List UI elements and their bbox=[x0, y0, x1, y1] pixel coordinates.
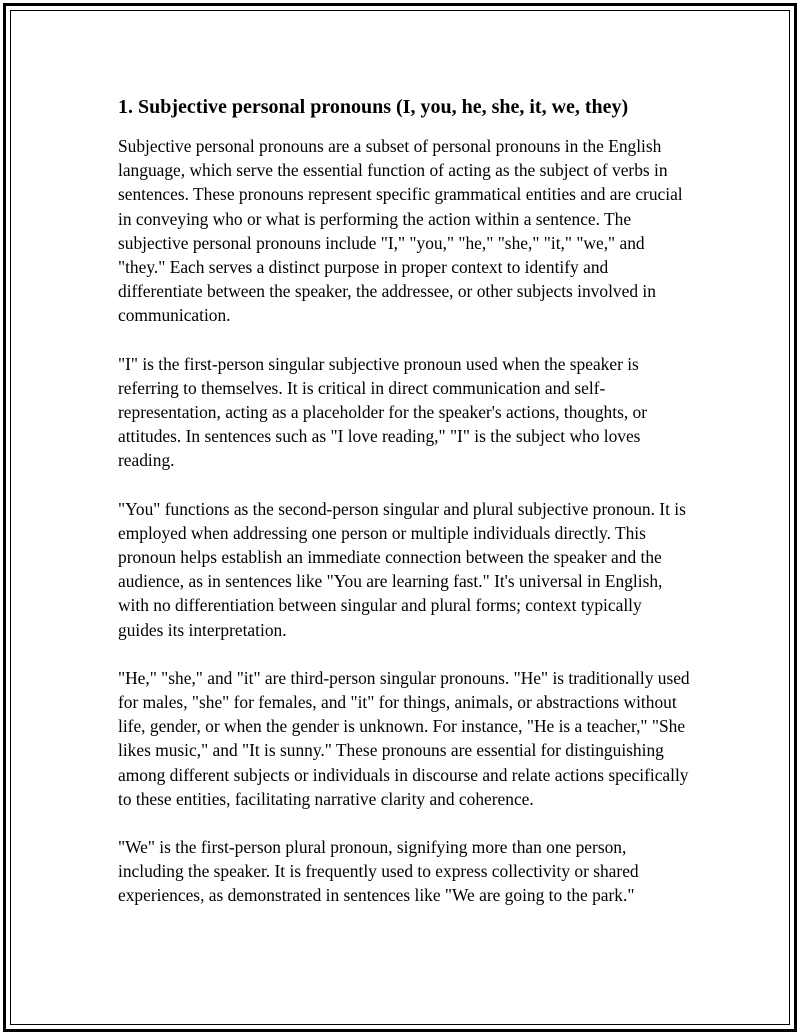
section-heading: 1. Subjective personal pronouns (I, you, he, she, it, we, they) bbox=[118, 96, 629, 118]
paragraph-you: "You" functions as the second-person singular and plural subjective pronoun. It is employed when addressing one person or multiple individuals directly. This pronoun helps establish an immediate connection between the speaker and the audience, as in sentences like "You are learning fast." It's universal in English, with no differentiation between singular and plural forms; context typically guides its interpretation. bbox=[118, 498, 686, 640]
paragraph-he-she-it: "He," "she," and "it" are third-person singular pronouns. "He" is traditionally used for males, "she" for females, and "it" for things, animals, or abstractions without life, gender, or when the gender is unknown. For instance, "He is a teacher," "She likes music," and "It is sunny." These pronouns are essential for distinguishing among different subjects or individuals in discourse and relate actions specifically to these entities, facilitating narrative clarity and coherence. bbox=[118, 667, 690, 809]
document-body bbox=[118, 94, 690, 932]
paragraph-i: "I" is the first-person singular subjective pronoun used when the speaker is referring to themselves. It is critical in direct communication and self-representation, acting as a placeholder for the speaker's actions, thoughts, or attitudes. In sentences such as "I love reading," "I" is the subject who loves reading. bbox=[118, 353, 648, 471]
paragraph-we: "We" is the first-person plural pronoun, signifying more than one person, including the speaker. It is frequently used to express collectivity or shared experiences, as demonstrated in sentences like "We are going to the park." bbox=[118, 837, 639, 906]
paragraph-intro: Subjective personal pronouns are a subset of personal pronouns in the English language, which serve the essential function of acting as the subject of verbs in sentences. These pronouns represent specific grammatical entities and are crucial in conveying who or what is performing the action within a sentence. The subjective personal pronouns include "I," "you," "he," "she," "it," "we," and "they." Each serves a distinct purpose in proper context to identify and differentiate between the speaker, the addressee, or other subjects involved in communication. bbox=[118, 136, 683, 326]
